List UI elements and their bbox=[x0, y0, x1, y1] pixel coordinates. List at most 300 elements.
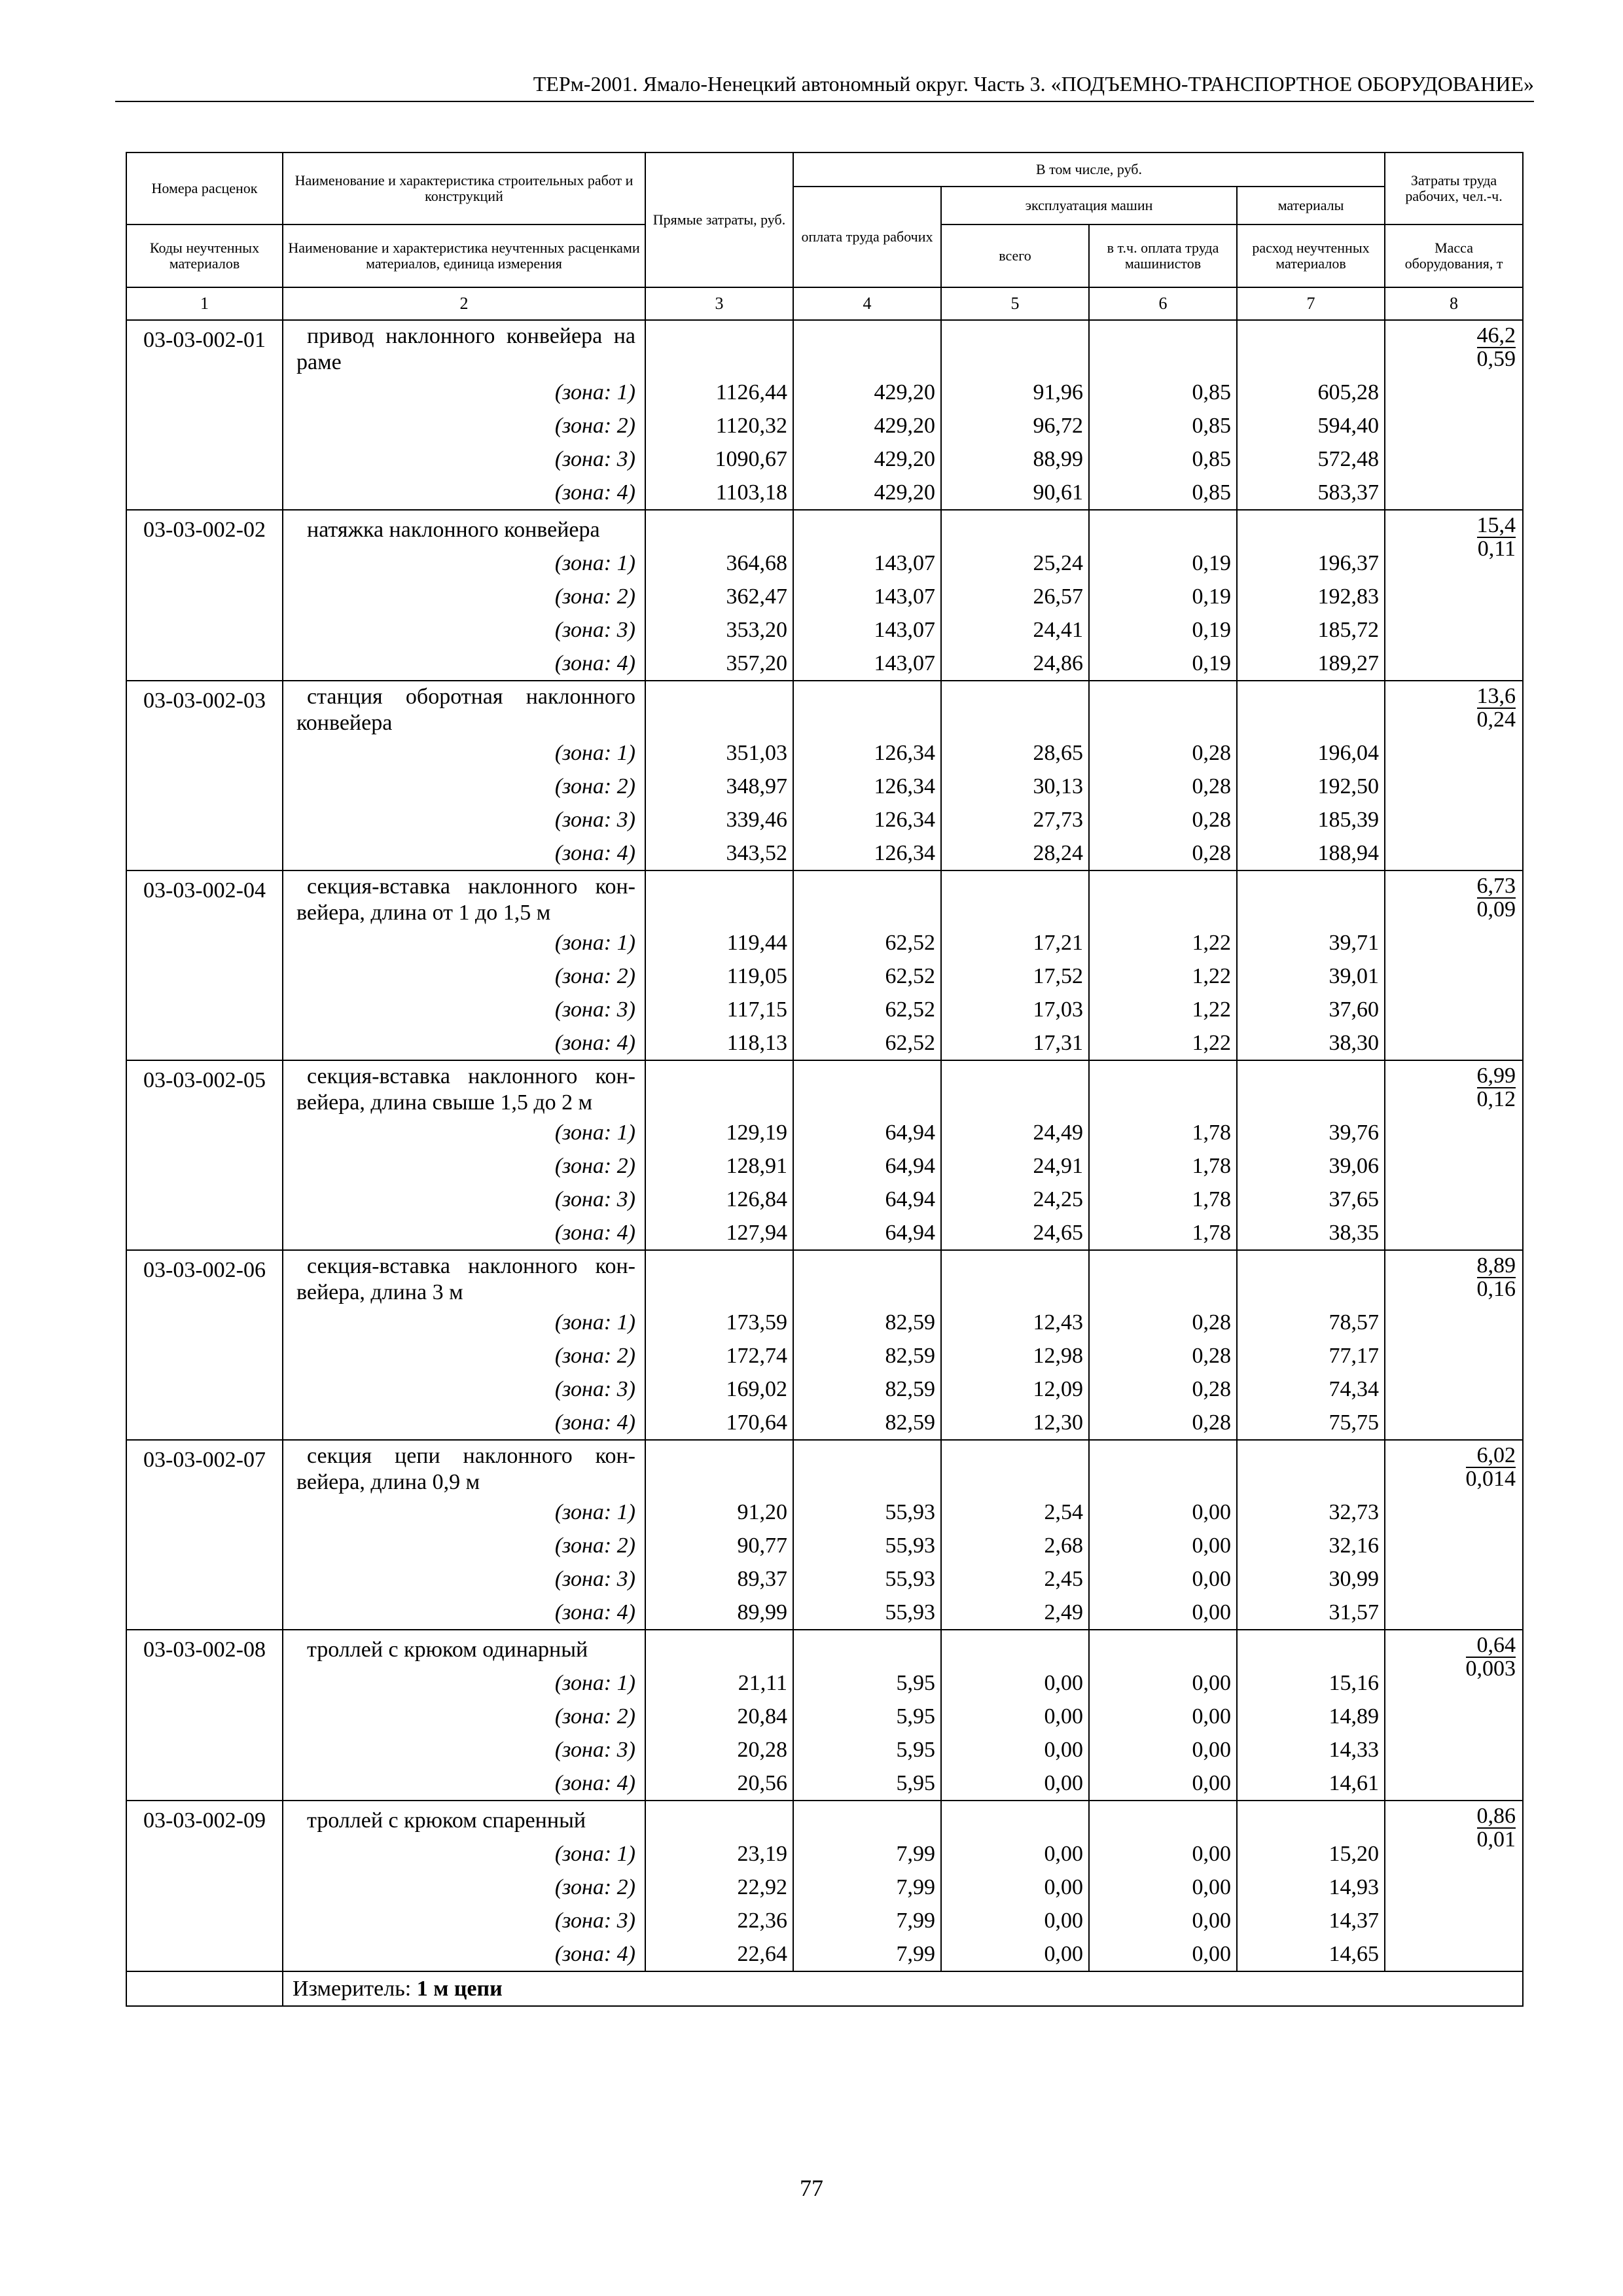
machines-total-value: 12,43 bbox=[941, 1306, 1089, 1339]
worker-pay-value: 429,20 bbox=[793, 476, 941, 510]
labor-mass-fraction bbox=[1466, 1634, 1516, 1680]
materials-value: 196,37 bbox=[1237, 547, 1385, 580]
measure-value: 1 м цепи bbox=[416, 1976, 503, 2001]
machinist-pay-value: 0,85 bbox=[1089, 476, 1237, 510]
worker-pay-value: 62,52 bbox=[793, 960, 941, 993]
empty-cell bbox=[1237, 870, 1385, 926]
zone-row bbox=[126, 770, 1523, 803]
measure-label: Измеритель: bbox=[293, 1976, 412, 2001]
column-number: 2 bbox=[283, 287, 645, 320]
labor-costs-value: 15,4 bbox=[1476, 513, 1516, 537]
materials-value: 77,17 bbox=[1237, 1339, 1385, 1372]
machines-total-value: 24,41 bbox=[941, 613, 1089, 647]
zone-row bbox=[126, 647, 1523, 681]
machines-total-value: 96,72 bbox=[941, 409, 1089, 442]
machines-total-value: 88,99 bbox=[941, 442, 1089, 476]
labor-mass-cell bbox=[1385, 1630, 1523, 1801]
worker-pay-value: 64,94 bbox=[793, 1216, 941, 1250]
machines-total-value: 2,49 bbox=[941, 1596, 1089, 1630]
machines-total-value: 25,24 bbox=[941, 547, 1089, 580]
materials-value: 39,76 bbox=[1237, 1116, 1385, 1149]
worker-pay-value: 5,95 bbox=[793, 1666, 941, 1700]
labor-mass-cell bbox=[1385, 1801, 1523, 1971]
zone-label: (зона: 3) bbox=[283, 1904, 645, 1937]
worker-pay-value: 64,94 bbox=[793, 1149, 941, 1183]
zone-label: (зона: 2) bbox=[283, 409, 645, 442]
machinist-pay-value: 0,28 bbox=[1089, 803, 1237, 836]
machines-total-value: 26,57 bbox=[941, 580, 1089, 613]
machines-total-value: 17,52 bbox=[941, 960, 1089, 993]
machinist-pay-value: 0,19 bbox=[1089, 547, 1237, 580]
empty-cell bbox=[645, 1440, 793, 1496]
machinist-pay-value: 0,00 bbox=[1089, 1496, 1237, 1529]
labor-mass-cell bbox=[1385, 1060, 1523, 1250]
work-name-cell bbox=[283, 510, 645, 547]
zone-label: (зона: 3) bbox=[283, 1562, 645, 1596]
empty-cell bbox=[645, 1060, 793, 1116]
materials-value: 185,72 bbox=[1237, 613, 1385, 647]
work-name-cell bbox=[283, 1060, 645, 1116]
direct-costs-value: 21,11 bbox=[645, 1666, 793, 1700]
worker-pay-value: 126,34 bbox=[793, 736, 941, 770]
worker-pay-value: 7,99 bbox=[793, 1837, 941, 1871]
materials-value: 37,65 bbox=[1237, 1183, 1385, 1216]
worker-pay-value: 64,94 bbox=[793, 1116, 941, 1149]
worker-pay-value: 55,93 bbox=[793, 1596, 941, 1630]
work-name-cell bbox=[283, 681, 645, 736]
machines-total-value: 17,31 bbox=[941, 1026, 1089, 1060]
machines-total-value: 91,96 bbox=[941, 376, 1089, 409]
table-header bbox=[126, 152, 1523, 320]
work-name-cell bbox=[283, 870, 645, 926]
zone-row bbox=[126, 1216, 1523, 1250]
materials-value: 583,37 bbox=[1237, 476, 1385, 510]
zone-label: (зона: 1) bbox=[283, 1666, 645, 1700]
materials-value: 188,94 bbox=[1237, 836, 1385, 870]
worker-pay-value: 64,94 bbox=[793, 1183, 941, 1216]
zone-label: (зона: 2) bbox=[283, 1700, 645, 1733]
worker-pay-value: 55,93 bbox=[793, 1529, 941, 1562]
direct-costs-value: 351,03 bbox=[645, 736, 793, 770]
header-material-name: Наименование и характеристика неучтенных расценками материалов, единица измерения bbox=[283, 224, 645, 287]
zone-label: (зона: 4) bbox=[283, 1767, 645, 1801]
price-table bbox=[126, 152, 1524, 2007]
zone-row bbox=[126, 580, 1523, 613]
machinist-pay-value: 0,00 bbox=[1089, 1529, 1237, 1562]
machinist-pay-value: 0,28 bbox=[1089, 1339, 1237, 1372]
zone-label: (зона: 2) bbox=[283, 770, 645, 803]
rate-code: 03-03-002-03 bbox=[126, 681, 283, 870]
direct-costs-value: 1103,18 bbox=[645, 476, 793, 510]
zone-label: (зона: 2) bbox=[283, 1339, 645, 1372]
rate-code: 03-03-002-09 bbox=[126, 1801, 283, 1971]
rate-title-row bbox=[126, 681, 1523, 736]
empty-cell bbox=[1089, 510, 1237, 547]
zone-label: (зона: 1) bbox=[283, 736, 645, 770]
empty-cell bbox=[793, 1250, 941, 1306]
materials-value: 74,34 bbox=[1237, 1372, 1385, 1406]
zone-row bbox=[126, 736, 1523, 770]
empty-cell bbox=[793, 1801, 941, 1837]
direct-costs-value: 1090,67 bbox=[645, 442, 793, 476]
machinist-pay-value: 1,22 bbox=[1089, 960, 1237, 993]
empty-cell bbox=[645, 681, 793, 736]
zone-row bbox=[126, 1666, 1523, 1700]
machines-total-value: 12,09 bbox=[941, 1372, 1089, 1406]
direct-costs-value: 357,20 bbox=[645, 647, 793, 681]
zone-label: (зона: 4) bbox=[283, 1937, 645, 1971]
machines-total-value: 2,68 bbox=[941, 1529, 1089, 1562]
machines-total-value: 0,00 bbox=[941, 1767, 1089, 1801]
page-number: 77 bbox=[800, 2175, 823, 2201]
worker-pay-value: 7,99 bbox=[793, 1904, 941, 1937]
empty-cell bbox=[1237, 510, 1385, 547]
header-machinist-pay: в т.ч. оплата труда машинистов bbox=[1089, 224, 1237, 287]
zone-row bbox=[126, 442, 1523, 476]
labor-costs-value: 46,2 bbox=[1476, 323, 1516, 348]
zone-label: (зона: 1) bbox=[283, 376, 645, 409]
machinist-pay-value: 0,00 bbox=[1089, 1904, 1237, 1937]
worker-pay-value: 126,34 bbox=[793, 770, 941, 803]
zone-label: (зона: 1) bbox=[283, 1116, 645, 1149]
labor-mass-cell bbox=[1385, 1440, 1523, 1630]
machines-total-value: 28,65 bbox=[941, 736, 1089, 770]
worker-pay-value: 82,59 bbox=[793, 1406, 941, 1440]
zone-label: (зона: 4) bbox=[283, 1026, 645, 1060]
materials-value: 594,40 bbox=[1237, 409, 1385, 442]
zone-label: (зона: 2) bbox=[283, 1871, 645, 1904]
equipment-mass-value: 0,01 bbox=[1476, 1827, 1516, 1852]
machines-total-value: 0,00 bbox=[941, 1837, 1089, 1871]
machinist-pay-value: 0,85 bbox=[1089, 376, 1237, 409]
header-labor-costs: Затраты труда рабочих, чел.-ч. bbox=[1385, 152, 1523, 224]
direct-costs-value: 362,47 bbox=[645, 580, 793, 613]
header-rate-numbers: Номера расценок bbox=[126, 152, 283, 224]
machinist-pay-value: 0,00 bbox=[1089, 1562, 1237, 1596]
direct-costs-value: 169,02 bbox=[645, 1372, 793, 1406]
labor-mass-cell bbox=[1385, 870, 1523, 1060]
machinist-pay-value: 0,85 bbox=[1089, 442, 1237, 476]
worker-pay-value: 143,07 bbox=[793, 547, 941, 580]
machinist-pay-value: 0,19 bbox=[1089, 647, 1237, 681]
direct-costs-value: 172,74 bbox=[645, 1339, 793, 1372]
header-materials: материалы bbox=[1237, 187, 1385, 224]
direct-costs-value: 22,92 bbox=[645, 1871, 793, 1904]
column-number: 4 bbox=[793, 287, 941, 320]
materials-value: 572,48 bbox=[1237, 442, 1385, 476]
zone-row bbox=[126, 836, 1523, 870]
machinist-pay-value: 1,78 bbox=[1089, 1116, 1237, 1149]
labor-costs-value: 13,6 bbox=[1476, 684, 1516, 708]
zone-label: (зона: 4) bbox=[283, 1216, 645, 1250]
zone-label: (зона: 1) bbox=[283, 547, 645, 580]
direct-costs-value: 119,44 bbox=[645, 926, 793, 960]
machinist-pay-value: 0,00 bbox=[1089, 1733, 1237, 1767]
work-name: секция цепи наклонного кон-вейера, длина 0,9 м bbox=[296, 1444, 635, 1494]
direct-costs-value: 126,84 bbox=[645, 1183, 793, 1216]
zone-row bbox=[126, 1026, 1523, 1060]
worker-pay-value: 429,20 bbox=[793, 442, 941, 476]
column-number: 6 bbox=[1089, 287, 1237, 320]
zone-label: (зона: 4) bbox=[283, 1596, 645, 1630]
zone-label: (зона: 2) bbox=[283, 580, 645, 613]
materials-value: 14,65 bbox=[1237, 1937, 1385, 1971]
equipment-mass-value: 0,11 bbox=[1477, 537, 1516, 561]
equipment-mass-value: 0,24 bbox=[1476, 708, 1516, 732]
zone-row bbox=[126, 547, 1523, 580]
empty-cell bbox=[645, 320, 793, 376]
work-name-cell bbox=[283, 1440, 645, 1496]
empty-cell bbox=[1089, 870, 1237, 926]
rate-code: 03-03-002-08 bbox=[126, 1630, 283, 1801]
materials-value: 30,99 bbox=[1237, 1562, 1385, 1596]
rate-title-row bbox=[126, 870, 1523, 926]
labor-mass-fraction bbox=[1477, 514, 1516, 560]
work-name: натяжка наклонного конвейера bbox=[307, 517, 600, 542]
labor-mass-fraction bbox=[1477, 1255, 1516, 1300]
machinist-pay-value: 1,22 bbox=[1089, 1026, 1237, 1060]
zone-row bbox=[126, 1700, 1523, 1733]
labor-costs-value: 8,89 bbox=[1476, 1253, 1516, 1278]
zone-label: (зона: 2) bbox=[283, 1149, 645, 1183]
labor-costs-value: 0,64 bbox=[1466, 1634, 1516, 1658]
empty-cell bbox=[645, 510, 793, 547]
materials-value: 14,37 bbox=[1237, 1904, 1385, 1937]
empty-cell bbox=[1089, 1630, 1237, 1666]
machines-total-value: 90,61 bbox=[941, 476, 1089, 510]
zone-row bbox=[126, 926, 1523, 960]
empty-cell bbox=[793, 1440, 941, 1496]
machinist-pay-value: 1,22 bbox=[1089, 993, 1237, 1026]
machinist-pay-value: 0,28 bbox=[1089, 770, 1237, 803]
equipment-mass-value: 0,59 bbox=[1476, 347, 1516, 371]
machinist-pay-value: 0,85 bbox=[1089, 409, 1237, 442]
zone-row bbox=[126, 1871, 1523, 1904]
machines-total-value: 28,24 bbox=[941, 836, 1089, 870]
materials-value: 38,30 bbox=[1237, 1026, 1385, 1060]
labor-costs-value: 0,86 bbox=[1476, 1804, 1516, 1828]
zone-label: (зона: 4) bbox=[283, 476, 645, 510]
machinist-pay-value: 1,78 bbox=[1089, 1216, 1237, 1250]
zone-row bbox=[126, 1372, 1523, 1406]
worker-pay-value: 55,93 bbox=[793, 1496, 941, 1529]
labor-mass-cell bbox=[1385, 1250, 1523, 1440]
labor-mass-fraction bbox=[1477, 1065, 1516, 1111]
machines-total-value: 24,49 bbox=[941, 1116, 1089, 1149]
empty-cell bbox=[941, 1801, 1089, 1837]
empty-cell bbox=[941, 1060, 1089, 1116]
machinist-pay-value: 0,00 bbox=[1089, 1767, 1237, 1801]
work-name-cell bbox=[283, 1801, 645, 1837]
empty-cell bbox=[1089, 1250, 1237, 1306]
header-equipment-mass: Масса оборудования, т bbox=[1385, 224, 1523, 287]
zone-label: (зона: 2) bbox=[283, 1529, 645, 1562]
machinist-pay-value: 0,28 bbox=[1089, 1406, 1237, 1440]
machinist-pay-value: 0,00 bbox=[1089, 1700, 1237, 1733]
direct-costs-value: 173,59 bbox=[645, 1306, 793, 1339]
zone-row bbox=[126, 1767, 1523, 1801]
direct-costs-value: 20,56 bbox=[645, 1767, 793, 1801]
zone-label: (зона: 1) bbox=[283, 1837, 645, 1871]
labor-mass-cell bbox=[1385, 320, 1523, 510]
empty-cell bbox=[941, 1440, 1089, 1496]
zone-row bbox=[126, 1149, 1523, 1183]
machines-total-value: 0,00 bbox=[941, 1733, 1089, 1767]
direct-costs-value: 127,94 bbox=[645, 1216, 793, 1250]
labor-mass-fraction bbox=[1477, 1805, 1516, 1851]
materials-value: 192,83 bbox=[1237, 580, 1385, 613]
rate-title-row bbox=[126, 320, 1523, 376]
direct-costs-value: 22,64 bbox=[645, 1937, 793, 1971]
machines-total-value: 27,73 bbox=[941, 803, 1089, 836]
zone-label: (зона: 3) bbox=[283, 1183, 645, 1216]
rate-title-row bbox=[126, 1801, 1523, 1837]
materials-value: 14,33 bbox=[1237, 1733, 1385, 1767]
direct-costs-value: 22,36 bbox=[645, 1904, 793, 1937]
direct-costs-value: 20,84 bbox=[645, 1700, 793, 1733]
rate-title-row bbox=[126, 510, 1523, 547]
direct-costs-value: 89,99 bbox=[645, 1596, 793, 1630]
empty-cell bbox=[1089, 1440, 1237, 1496]
materials-value: 39,06 bbox=[1237, 1149, 1385, 1183]
empty-cell bbox=[941, 1250, 1089, 1306]
machinist-pay-value: 0,19 bbox=[1089, 580, 1237, 613]
header-worker-pay: оплата труда рабочих bbox=[793, 187, 941, 287]
machines-total-value: 2,45 bbox=[941, 1562, 1089, 1596]
zone-label: (зона: 3) bbox=[283, 1372, 645, 1406]
materials-value: 32,16 bbox=[1237, 1529, 1385, 1562]
materials-value: 14,61 bbox=[1237, 1767, 1385, 1801]
work-name: троллей с крюком спаренный bbox=[307, 1808, 586, 1833]
direct-costs-value: 343,52 bbox=[645, 836, 793, 870]
worker-pay-value: 143,07 bbox=[793, 613, 941, 647]
worker-pay-value: 126,34 bbox=[793, 836, 941, 870]
machines-total-value: 24,91 bbox=[941, 1149, 1089, 1183]
work-name: привод наклонного конвейера на раме bbox=[296, 324, 635, 374]
machinist-pay-value: 0,00 bbox=[1089, 1871, 1237, 1904]
direct-costs-value: 128,91 bbox=[645, 1149, 793, 1183]
labor-costs-value: 6,02 bbox=[1466, 1444, 1516, 1468]
materials-value: 31,57 bbox=[1237, 1596, 1385, 1630]
worker-pay-value: 82,59 bbox=[793, 1306, 941, 1339]
equipment-mass-value: 0,12 bbox=[1476, 1087, 1516, 1111]
machinist-pay-value: 0,00 bbox=[1089, 1937, 1237, 1971]
empty-cell bbox=[793, 681, 941, 736]
equipment-mass-value: 0,014 bbox=[1465, 1467, 1516, 1491]
worker-pay-value: 62,52 bbox=[793, 926, 941, 960]
empty-cell bbox=[941, 1630, 1089, 1666]
machinist-pay-value: 0,00 bbox=[1089, 1837, 1237, 1871]
worker-pay-value: 143,07 bbox=[793, 647, 941, 681]
equipment-mass-value: 0,09 bbox=[1476, 897, 1516, 922]
rate-code: 03-03-002-01 bbox=[126, 320, 283, 510]
labor-mass-fraction bbox=[1477, 685, 1516, 731]
direct-costs-value: 1120,32 bbox=[645, 409, 793, 442]
worker-pay-value: 5,95 bbox=[793, 1700, 941, 1733]
zone-row bbox=[126, 613, 1523, 647]
header-work-name: Наименование и характеристика строительных работ и конструкций bbox=[283, 152, 645, 224]
worker-pay-value: 62,52 bbox=[793, 1026, 941, 1060]
empty-cell bbox=[1237, 1630, 1385, 1666]
rate-title-row bbox=[126, 1440, 1523, 1496]
machines-total-value: 12,98 bbox=[941, 1339, 1089, 1372]
zone-row bbox=[126, 1496, 1523, 1529]
materials-value: 185,39 bbox=[1237, 803, 1385, 836]
labor-mass-fraction bbox=[1466, 1444, 1516, 1490]
direct-costs-value: 129,19 bbox=[645, 1116, 793, 1149]
column-number: 7 bbox=[1237, 287, 1385, 320]
measure-row bbox=[126, 1971, 1523, 2006]
column-number-row bbox=[126, 287, 1523, 320]
materials-value: 38,35 bbox=[1237, 1216, 1385, 1250]
worker-pay-value: 7,99 bbox=[793, 1937, 941, 1971]
zone-row bbox=[126, 1529, 1523, 1562]
worker-pay-value: 429,20 bbox=[793, 409, 941, 442]
empty-cell bbox=[793, 510, 941, 547]
materials-value: 78,57 bbox=[1237, 1306, 1385, 1339]
zone-label: (зона: 3) bbox=[283, 613, 645, 647]
empty-cell bbox=[645, 1630, 793, 1666]
machinist-pay-value: 0,28 bbox=[1089, 736, 1237, 770]
work-name-cell bbox=[283, 320, 645, 376]
materials-value: 39,71 bbox=[1237, 926, 1385, 960]
direct-costs-value: 353,20 bbox=[645, 613, 793, 647]
zone-row bbox=[126, 1733, 1523, 1767]
machinist-pay-value: 0,28 bbox=[1089, 1372, 1237, 1406]
empty-cell bbox=[793, 1060, 941, 1116]
table-body bbox=[126, 320, 1523, 2006]
column-number: 5 bbox=[941, 287, 1089, 320]
direct-costs-value: 1126,44 bbox=[645, 376, 793, 409]
worker-pay-value: 82,59 bbox=[793, 1372, 941, 1406]
equipment-mass-value: 0,16 bbox=[1476, 1277, 1516, 1301]
machinist-pay-value: 1,78 bbox=[1089, 1149, 1237, 1183]
rate-title-row bbox=[126, 1630, 1523, 1666]
zone-row bbox=[126, 1596, 1523, 1630]
zone-label: (зона: 3) bbox=[283, 803, 645, 836]
zone-row bbox=[126, 1406, 1523, 1440]
rate-code: 03-03-002-05 bbox=[126, 1060, 283, 1250]
labor-mass-cell bbox=[1385, 510, 1523, 681]
empty-cell bbox=[1237, 1060, 1385, 1116]
work-name: секция-вставка наклонного кон-вейера, длина 3 м bbox=[296, 1254, 635, 1304]
zone-label: (зона: 4) bbox=[283, 1406, 645, 1440]
empty-cell bbox=[645, 1801, 793, 1837]
materials-value: 196,04 bbox=[1237, 736, 1385, 770]
materials-value: 39,01 bbox=[1237, 960, 1385, 993]
zone-label: (зона: 2) bbox=[283, 960, 645, 993]
materials-value: 15,20 bbox=[1237, 1837, 1385, 1871]
empty-cell bbox=[1237, 1440, 1385, 1496]
zone-label: (зона: 3) bbox=[283, 442, 645, 476]
direct-costs-value: 170,64 bbox=[645, 1406, 793, 1440]
zone-row bbox=[126, 1183, 1523, 1216]
rate-title-row bbox=[126, 1060, 1523, 1116]
machines-total-value: 0,00 bbox=[941, 1904, 1089, 1937]
direct-costs-value: 348,97 bbox=[645, 770, 793, 803]
measure-cell bbox=[283, 1971, 1523, 2006]
machines-total-value: 30,13 bbox=[941, 770, 1089, 803]
empty-cell bbox=[645, 870, 793, 926]
zone-row bbox=[126, 803, 1523, 836]
zone-row bbox=[126, 409, 1523, 442]
rate-title-row bbox=[126, 1250, 1523, 1306]
machines-total-value: 0,00 bbox=[941, 1700, 1089, 1733]
machinist-pay-value: 0,28 bbox=[1089, 1306, 1237, 1339]
worker-pay-value: 55,93 bbox=[793, 1562, 941, 1596]
work-name: секция-вставка наклонного кон-вейера, длина от 1 до 1,5 м bbox=[296, 874, 635, 925]
zone-row bbox=[126, 1339, 1523, 1372]
